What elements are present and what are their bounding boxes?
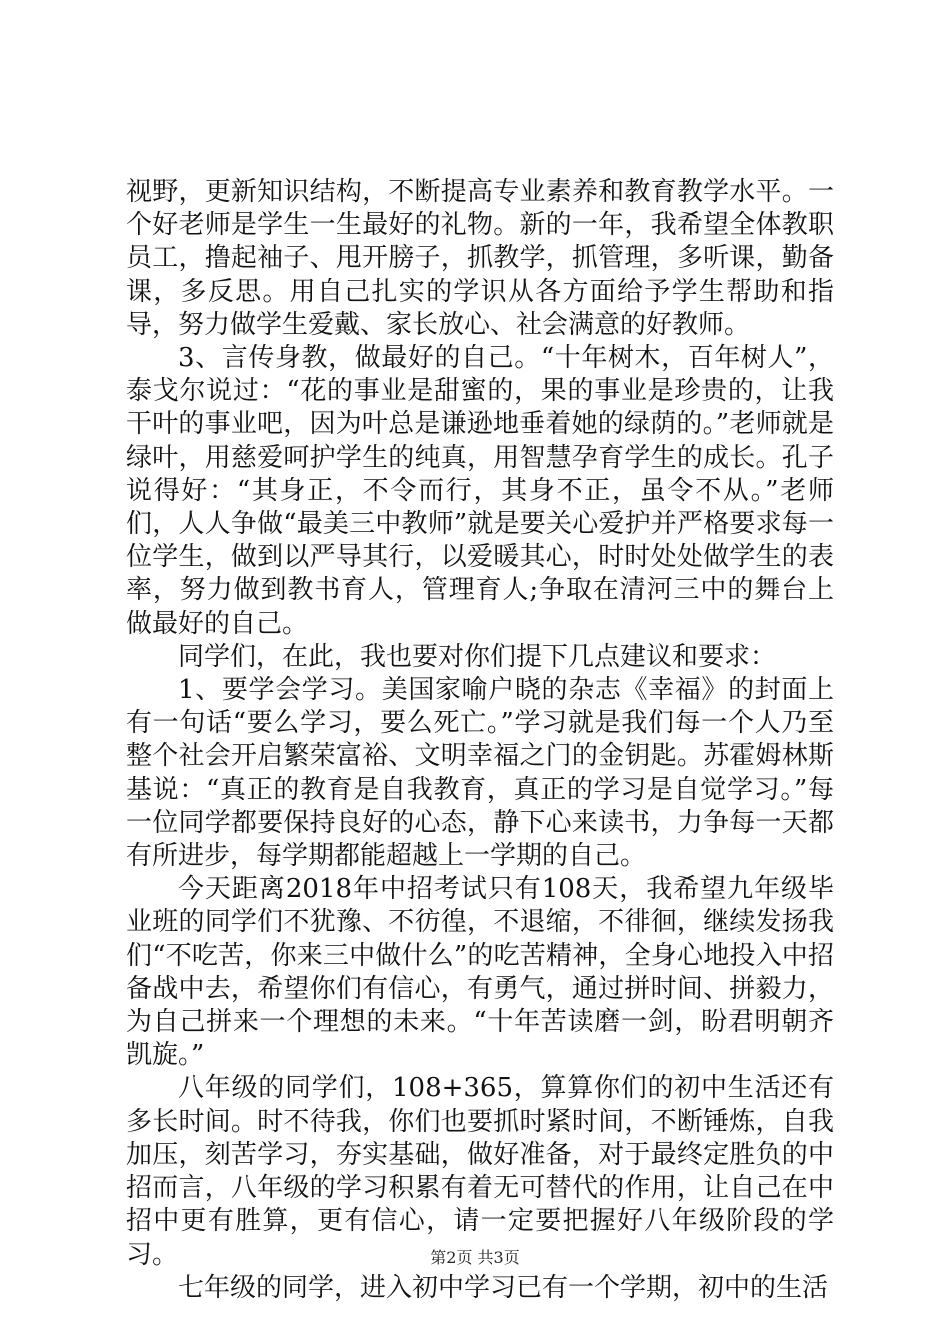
document-body [126, 176, 834, 1305]
paragraph-grade-eight: 八年级的同学们，108+365，算算你们的初中生活还有多长时间。时不待我，你们也要抓时紧时间，不断锤炼，自我加压，刻苦学习，夯实基础，做好准备，对于最终定胜负的中招而言，八年级的学习积累有着无可替代的作用，让自己在中招中更有胜算，更有信心，请一定要把握好八年级阶段的学习。 [126, 1073, 834, 1270]
paragraph-learn-to-study: 1、要学会学习。美国家喻户晓的杂志《幸福》的封面上有一句话“要么学习，要么死亡。”学习就是我们每一个人乃至整个社会开启繁荣富裕、文明幸福之门的金钥匙。苏霍姆林斯基说：“真正的教育是自我教育，真正的学习是自觉学习。”每一位同学都要保持良好的心态，静下心来读书，力争每一天都有所进步，每学期都能超越上一学期的自己。 [126, 675, 834, 872]
paragraph-grade-seven: 七年级的同学，进入初中学习已有一个学期，初中的生活 [178, 1272, 829, 1303]
paragraph-address-students: 同学们，在此，我也要对你们提下几点建议和要求： [178, 641, 777, 672]
paragraph-grade-nine: 今天距离2018年中招考试只有108天，我希望九年级毕业班的同学们不犹豫、不彷徨，不退缩，不徘徊，继续发扬我们“不吃苦，你来三中做什么”的吃苦精神，全身心地投入中招备战中去，希望你们有信心，有勇气，通过拼时间、拼毅力，为自己拼来一个理想的未来。“十年苦读磨一剑，盼君明朝齐凯旋。” [126, 874, 834, 1071]
paragraph-continuation: 视野，更新知识结构，不断提高专业素养和教育教学水平。一个好老师是学生一生最好的礼物。新的一年，我希望全体教职员工，撸起袖子、甩开膀子，抓教学，抓管理，多听课，勤备课，多反思。用自己扎实的学识从各方面给予学生帮助和指导，努力做学生爱戴、家长放心、社会满意的好教师。 [126, 177, 834, 340]
paragraph-lead-by-example: 3、言传身教，做最好的自己。“十年树木，百年树人”，泰戈尔说过：“花的事业是甜蜜的，果的事业是珍贵的，让我干叶的事业吧，因为叶总是谦逊地垂着她的绿荫的。”老师就是绿叶，用慈爱呵护学生的纯真，用智慧孕育学生的成长。孔子说得好：“其身正，不令而行，其身不正，虽令不从。”老师们，人人争做“最美三中教师”就是要关心爱护并严格要求每一位学生，做到以严导其行，以爱暖其心，时时处处做学生的表率，努力做到教书育人，管理育人;争取在清河三中的舞台上做最好的自己。 [126, 343, 834, 639]
page-number: 第2页 共3页 [430, 1248, 520, 1267]
page-footer [0, 1247, 950, 1269]
